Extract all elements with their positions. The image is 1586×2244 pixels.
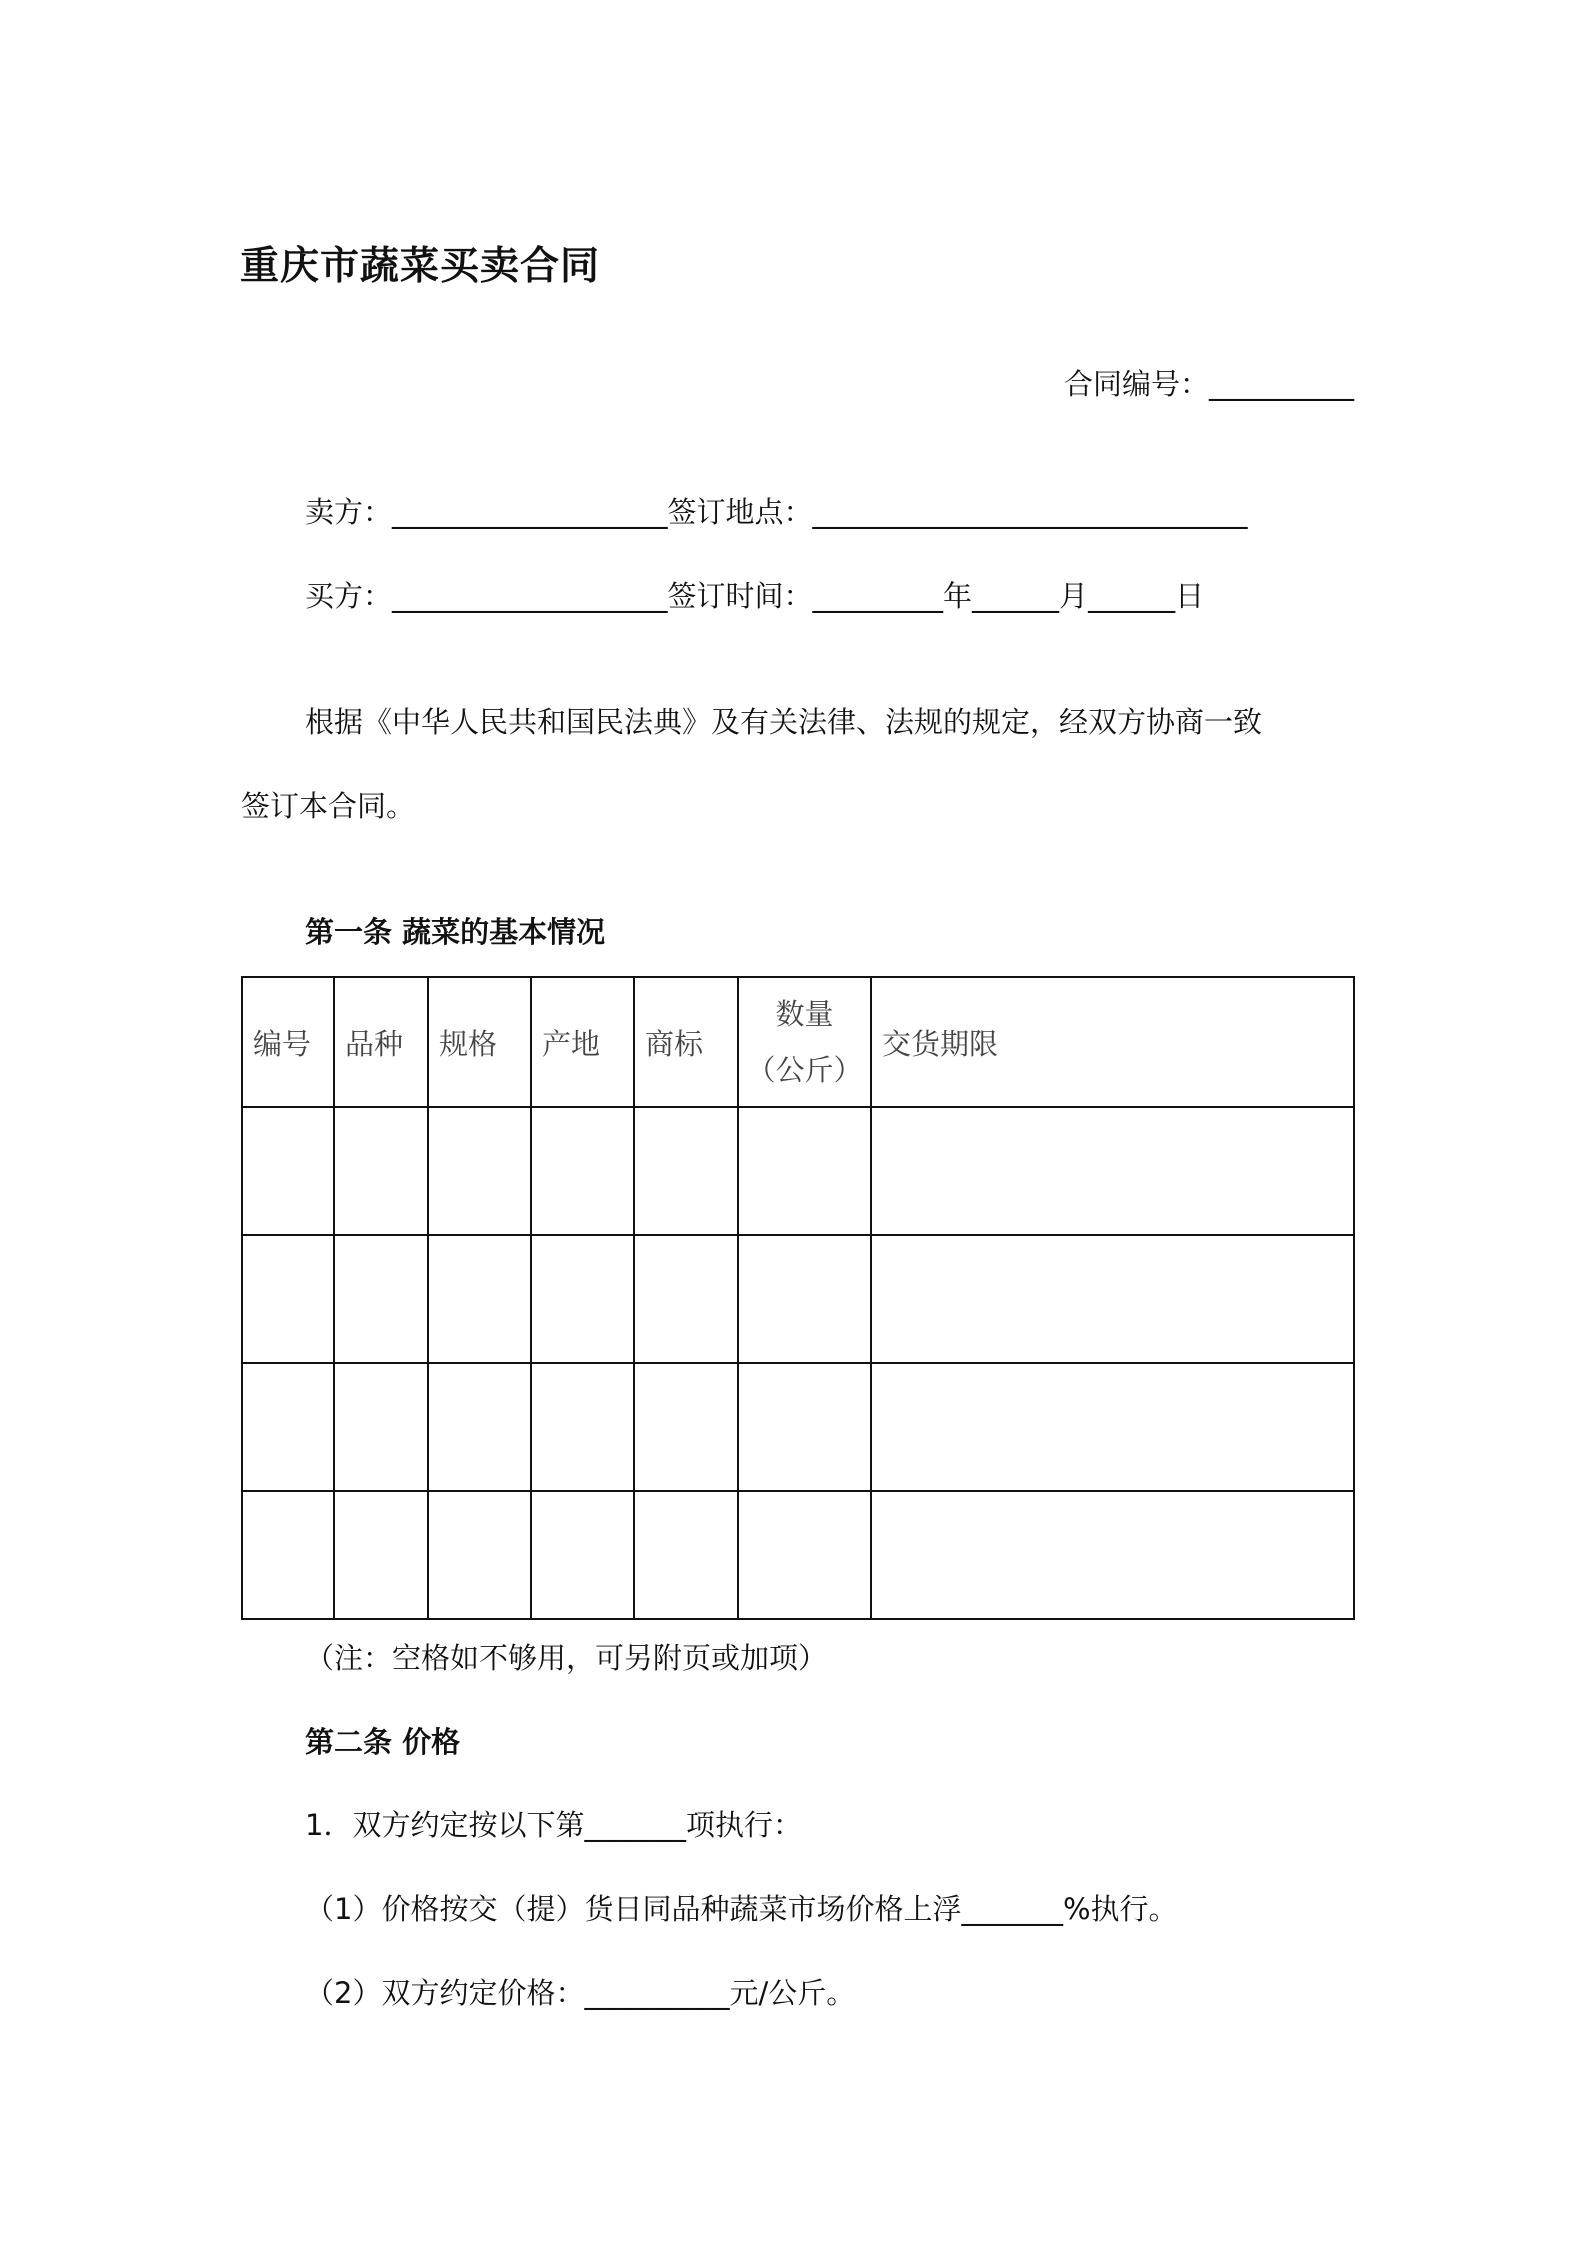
- sign-day-field[interactable]: ______: [1088, 579, 1176, 613]
- intro-paragraph-line1: 根据《中华人民共和国民法典》及有关法律、法规的规定，经双方协商一致: [305, 705, 1263, 739]
- header-brand: 商标: [634, 977, 738, 1107]
- header-spec: 规格: [428, 977, 531, 1107]
- article-2-heading: 第二条 价格: [305, 1725, 461, 1759]
- table-cell[interactable]: [738, 1491, 871, 1619]
- table-cell[interactable]: [428, 1363, 531, 1491]
- contract-number-line: [1064, 362, 1354, 403]
- table-cell[interactable]: [871, 1235, 1354, 1363]
- seller-label: 卖方：: [305, 495, 393, 529]
- sign-place-field[interactable]: ______________________________: [812, 495, 1248, 529]
- header-delivery-period: 交货期限: [871, 977, 1354, 1107]
- table-cell[interactable]: [634, 1363, 738, 1491]
- price-option-1: [305, 1887, 1178, 1928]
- table-row: [242, 1235, 1354, 1363]
- seller-field[interactable]: ___________________: [392, 495, 668, 529]
- article-1-heading: 第一条 蔬菜的基本情况: [305, 915, 606, 949]
- table-cell[interactable]: [428, 1107, 531, 1235]
- header-origin: 产地: [531, 977, 634, 1107]
- seller-line: [305, 490, 1248, 531]
- sign-month-field[interactable]: ______: [972, 579, 1060, 613]
- option-1-text: （1）价格按交（提）货日同品种蔬菜市场价格上浮: [305, 1892, 962, 1926]
- table-cell[interactable]: [738, 1107, 871, 1235]
- year-label: 年: [943, 579, 973, 613]
- table-cell[interactable]: [334, 1363, 428, 1491]
- option-2-price-field[interactable]: __________: [584, 1976, 730, 2010]
- table-row: [242, 1363, 1354, 1491]
- option-1-percent-field[interactable]: _______: [961, 1892, 1063, 1926]
- buyer-label: 买方：: [305, 579, 393, 613]
- table-cell[interactable]: [334, 1107, 428, 1235]
- document-title: 重庆市蔬菜买卖合同: [240, 244, 601, 289]
- buyer-line: [305, 574, 1204, 615]
- table-cell[interactable]: [531, 1491, 634, 1619]
- table-cell[interactable]: [242, 1235, 334, 1363]
- clause-1-text-end: 项执行：: [685, 1808, 802, 1842]
- sign-year-field[interactable]: _________: [812, 579, 944, 613]
- table-cell[interactable]: [531, 1235, 634, 1363]
- table-row: [242, 1491, 1354, 1619]
- table-cell[interactable]: [242, 1491, 334, 1619]
- header-variety: 品种: [334, 977, 428, 1107]
- table-cell[interactable]: [531, 1363, 634, 1491]
- table-cell[interactable]: [428, 1491, 531, 1619]
- sign-time-label: 签订时间：: [667, 579, 813, 613]
- table-cell[interactable]: [738, 1235, 871, 1363]
- header-quantity-label: 数量: [775, 997, 834, 1031]
- month-label: 月: [1059, 579, 1089, 613]
- option-2-text-end: 元/公斤。: [729, 1976, 856, 2010]
- table-cell[interactable]: [871, 1363, 1354, 1491]
- table-cell[interactable]: [531, 1107, 634, 1235]
- contract-number-label: 合同编号：: [1063, 367, 1209, 401]
- header-quantity: [738, 977, 871, 1107]
- table-note: （注：空格如不够用，可另附页或加项）: [305, 1641, 828, 1675]
- sign-place-label: 签订地点：: [667, 495, 813, 529]
- buyer-field[interactable]: ___________________: [392, 579, 668, 613]
- header-quantity-unit: （公斤）: [746, 1053, 863, 1087]
- table-cell[interactable]: [634, 1491, 738, 1619]
- option-1-text-end: %执行。: [1062, 1892, 1178, 1926]
- vegetable-info-table: [241, 976, 1355, 1620]
- table-cell[interactable]: [871, 1491, 1354, 1619]
- table-cell[interactable]: [738, 1363, 871, 1491]
- table-cell[interactable]: [242, 1363, 334, 1491]
- table-cell[interactable]: [634, 1107, 738, 1235]
- table-cell[interactable]: [634, 1235, 738, 1363]
- table-cell[interactable]: [871, 1107, 1354, 1235]
- table-cell[interactable]: [334, 1491, 428, 1619]
- table-cell[interactable]: [428, 1235, 531, 1363]
- header-number: 编号: [242, 977, 334, 1107]
- table-cell[interactable]: [242, 1107, 334, 1235]
- option-2-text: （2）双方约定价格：: [305, 1976, 585, 2010]
- clause-1-option-field[interactable]: _______: [584, 1808, 686, 1842]
- price-clause-1: [305, 1803, 802, 1844]
- day-label: 日: [1175, 579, 1205, 613]
- table-row: [242, 1107, 1354, 1235]
- table-cell[interactable]: [334, 1235, 428, 1363]
- table-header-row: [242, 977, 1354, 1107]
- contract-number-field[interactable]: __________: [1209, 367, 1354, 401]
- intro-paragraph-line2: 签订本合同。: [241, 789, 416, 823]
- clause-1-text: 1．双方约定按以下第: [305, 1808, 585, 1842]
- price-option-2: [305, 1971, 855, 2012]
